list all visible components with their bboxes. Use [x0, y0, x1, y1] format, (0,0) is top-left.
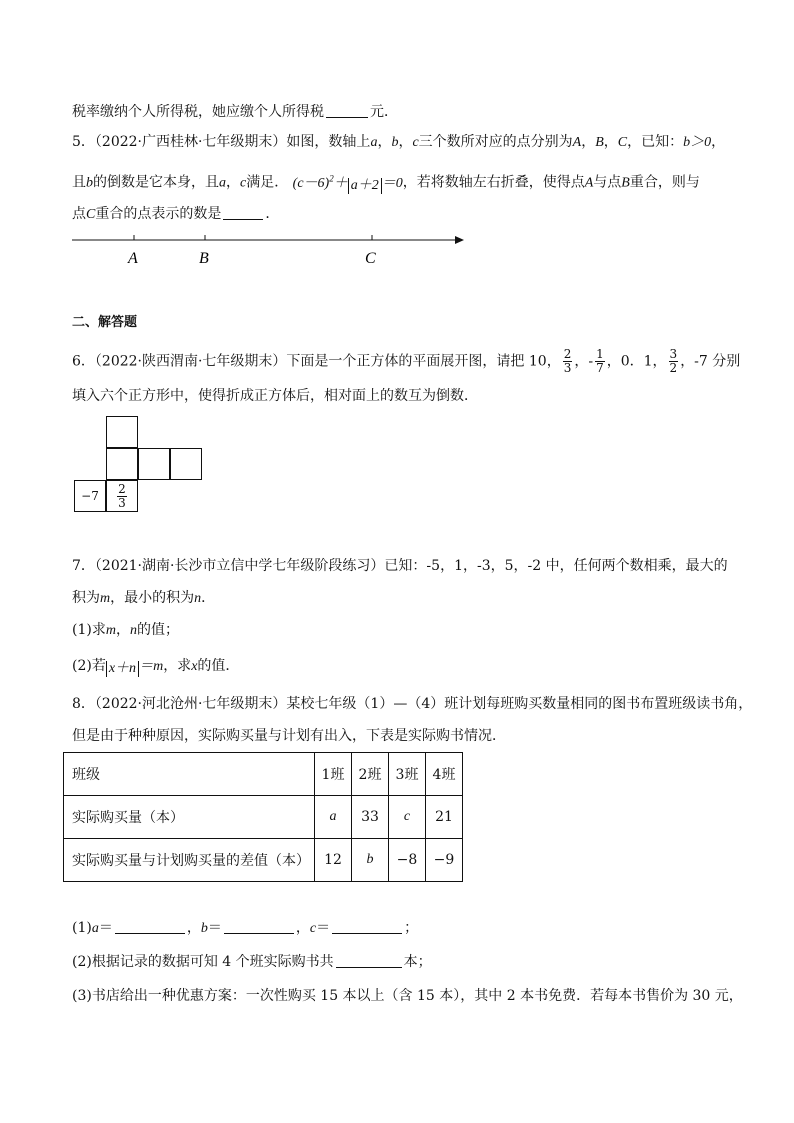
point-c-ref: C [617, 135, 628, 150]
q7-line-2: 积为m，最小的积为n． [72, 590, 216, 606]
q6-line-1 [72, 348, 740, 375]
net-cell-mid-3[interactable] [170, 448, 202, 480]
table-header-cell: 3班 [389, 753, 426, 796]
q8-part-2: (2)根据记录的数据可知 4 个班实际购书共 本； [72, 954, 432, 970]
q6-frac-2-3: $\frac{2}{3}$ [563, 347, 572, 375]
q5-equation: $(c-6)^2+ a+2 =0$ [292, 173, 403, 193]
var-c: c [412, 135, 419, 150]
q5-answer-blank[interactable] [223, 205, 263, 220]
table-cell: 12 [315, 839, 352, 882]
q5-text: ． [265, 206, 280, 222]
q7-line-1: 7．（2021·湖南·长沙市立信中学七年级阶段练习）已知：-5，1，-3，5，-2 中，任何两个数相乘，最大的 [72, 558, 728, 574]
point-b-ref: B [621, 175, 630, 191]
q5-condition: b＞0 [683, 135, 712, 150]
label-point-b: B [199, 250, 209, 267]
table-header-cell: 1班 [315, 753, 352, 796]
q7-abs-expression: x＋n [106, 661, 139, 677]
q5-text: 的倒数是它本身，且 [93, 174, 219, 191]
q5-text: ，已知： [627, 134, 684, 150]
q5-text: 重合的点表示的数是 [95, 206, 222, 222]
table-cell: 21 [426, 796, 463, 839]
table-header-cell: 班级 [64, 753, 315, 796]
q6-frac-3-2: $\frac{3}{2}$ [669, 347, 678, 375]
table-cell: 实际购买量（本） [64, 796, 315, 839]
q5-line-2: 且b的倒数是它本身，且a，c满足． $(c-6)^2+ a+2 =0$，若将数轴左右折叠，使得点A与点B重合，则与 [72, 173, 700, 193]
label-point-c: C [365, 250, 376, 267]
var-n: n [194, 591, 202, 606]
q5-text: 满足． [246, 174, 289, 191]
q7-part-2: (2)若 x＋n ＝m，求x的值． [72, 658, 240, 676]
table-row [64, 839, 463, 882]
point-a-ref: A [572, 135, 582, 150]
q8-total-blank[interactable] [336, 953, 402, 968]
label-point-a: A [128, 250, 138, 267]
net-cell-mid-1[interactable] [106, 448, 138, 480]
q5-text: 三个数所对应的点分别为 [418, 134, 573, 150]
q5-text: 5．（2022·广西桂林·七年级期末）如图，数轴上 [72, 134, 371, 150]
q8-line-2: 但是由于种种原因，实际购买量与计划有出入，下表是实际购书情况． [72, 728, 506, 744]
net-cell-top[interactable] [106, 416, 138, 448]
q8-part-3: (3)书店给出一种优惠方案：一次性购买 15 本以上（含 15 本），其中 2 本书免费．若每本书售价为 30 元， [72, 988, 743, 1004]
q6-text: 6．（2022·陕西渭南·七年级期末）下面是一个正方体的平面展开图，请把 10， [72, 353, 561, 370]
table-cell: 实际购买量与计划购买量的差值（本） [64, 839, 315, 882]
q6-line-2: 填入六个正方形中，使得折成正方体后，相对面上的数互为倒数． [72, 388, 478, 404]
point-b-ref: B [595, 135, 604, 150]
number-line-arrow [455, 236, 464, 244]
table-header-cell: 4班 [426, 753, 463, 796]
q4-answer-blank[interactable] [326, 103, 368, 118]
purchase-table [63, 752, 463, 882]
q6-text: ，- [574, 353, 594, 370]
q4-tail-line [72, 102, 398, 122]
number-line [72, 230, 472, 270]
q6-text: ，-7 分别 [680, 353, 741, 370]
q4-tail-text: 税率缴纳个人所得税，她应缴个人所得税 [72, 104, 324, 120]
net-cell-minus7: −7 [74, 480, 106, 512]
point-a-ref: A [584, 175, 594, 191]
table-row [64, 796, 463, 839]
q7-part-1: (1)求m，n的值； [72, 622, 179, 638]
point-c-ref: C [86, 207, 96, 222]
table-header-row [64, 753, 463, 796]
table-cell: b [352, 839, 389, 882]
q5-text: 与点 [593, 174, 622, 191]
var-b: b [391, 135, 399, 150]
q5-text: 点 [72, 206, 86, 222]
section-2-title: 二、解答题 [72, 315, 138, 330]
table-cell: c [389, 796, 426, 839]
q5-line-1: 5．（2022·广西桂林·七年级期末）如图，数轴上a，b，c三个数所对应的点分别为A，B，C，已知：b＞0， [72, 134, 726, 150]
table-header-cell: 2班 [352, 753, 389, 796]
var-a: a [370, 135, 378, 150]
q8-b-blank[interactable] [224, 919, 294, 934]
q8-line-1: 8．（2022·河北沧州·七年级期末）某校七年级（1）—（4）班计划每班购买数量相同的图书布置班级读书角， [72, 696, 753, 712]
q5-text: ，若将数轴左右折叠，使得点 [402, 174, 585, 191]
table-cell: −8 [389, 839, 426, 882]
q6-text: ，0．1， [606, 353, 667, 370]
table-cell: −9 [426, 839, 463, 882]
table-cell: a [315, 796, 352, 839]
q5-text: 重合，则与 [629, 174, 700, 191]
q5-line-3 [72, 204, 279, 225]
q8-a-blank[interactable] [115, 919, 185, 934]
net-cell-mid-2[interactable] [138, 448, 170, 480]
table-cell: 33 [352, 796, 389, 839]
q6-frac-1-7: $\frac{1}{7}$ [596, 347, 604, 375]
var-m: m [100, 591, 111, 606]
q8-part-1: (1)a＝ ，b＝ ，c＝ ； [72, 920, 419, 936]
q8-c-blank[interactable] [332, 919, 402, 934]
q5-text: 且 [72, 174, 86, 191]
var-b: b [86, 175, 93, 191]
q4-tail-suffix: 元． [370, 104, 398, 120]
var-c: c [240, 175, 247, 191]
var-a: a [219, 175, 226, 191]
net-cell-two-thirds: $\frac{2}{3}$ [106, 480, 138, 512]
